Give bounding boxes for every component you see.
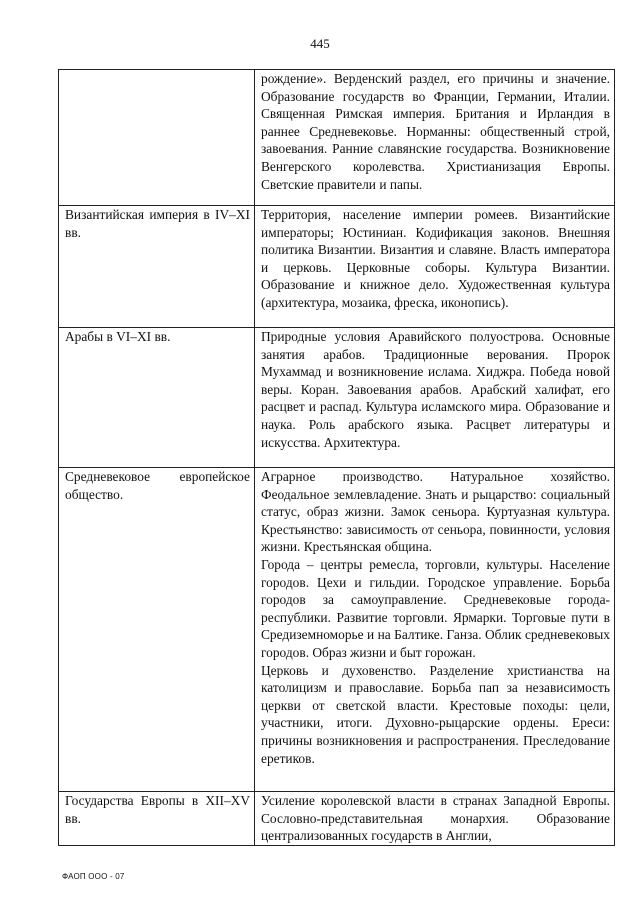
description-cell — [255, 468, 615, 792]
description-paragraph: Города – центры ремесла, торговли, культуры. Население городов. Цехи и гильдии. Городское управление. Борьба городов за самоуправление. Средневековые города-республики. Развитие торговли. Ярмарки. Торговые пути в Средиземноморье и на Балтике. Ганза. Облик средневековых городов. Образ жизни и быт горожан. — [261, 556, 610, 660]
footer-code: ФАОП ООО - 07 — [62, 872, 125, 881]
page-number: 445 — [310, 36, 330, 51]
topic-cell: Арабы в VI–XI вв. — [59, 328, 255, 468]
table-row — [59, 468, 615, 792]
description-paragraph: Природные условия Аравийского полуострова. Основные занятия арабов. Традиционные верования. Пророк Мухаммад и возникновение ислама. Хиджра. Победа новой веры. Коран. Завоевания арабов. Арабский халифат, его расцвет и распад. Культура исламского мира. Образование и наука. Роль арабского языка. Расцвет литературы и искусства. Архитектура. — [261, 329, 610, 450]
description-cell — [255, 328, 615, 468]
description-paragraph: рождение». Верденский раздел, его причины и значение. Образование государств во Франции, Германии, Италии. Священная Римская империя. Британия и Ирландия в раннее Средневековье. Норманны: общественный строй, завоевания. Ранние славянские государства. Возникновение Венгерского королевства. Христианизация Европы. Светские правители и папы. — [261, 71, 610, 192]
table-row — [59, 206, 615, 328]
topic-cell: Византийская империя в IV–XI вв. — [59, 206, 255, 328]
description-cell — [255, 206, 615, 328]
table-row — [59, 328, 615, 468]
table-row — [59, 70, 615, 206]
description-paragraph: Территория, население империи ромеев. Византийские императоры; Юстиниан. Кодификация законов. Внешняя политика Византии. Византия и славяне. Власть императора и церковь. Церковные соборы. Культура Византии. Образование и книжное дело. Художественная культура (архитектура, мозаика, фреска, иконопись). — [261, 207, 610, 310]
curriculum-table — [58, 69, 615, 846]
description-paragraph: Аграрное производство. Натуральное хозяйство. Феодальное землевладение. Знать и рыцарство: социальный статус, образ жизни. Замок сеньора. Куртуазная культура. Крестьянство: зависимость от сеньора, повинности, условия жизни. Крестьянская община. — [261, 469, 610, 555]
description-cell — [255, 70, 615, 206]
description-paragraph: Усиление королевской власти в странах Западной Европы. Сословно-представительная монархия. Образование централизованных государств в Англии, — [261, 793, 610, 844]
topic-cell: Государства Европы в XII–XV вв. — [59, 792, 255, 846]
description-paragraph: Церковь и духовенство. Разделение христианства на католицизм и православие. Борьба пап за независимость церкви от светской власти. Крестовые походы: цели, участники, итоги. Духовно-рыцарские ордены. Ереси: причины возникновения и распространения. Преследование еретиков. — [261, 662, 610, 766]
table-row — [59, 792, 615, 846]
topic-cell: Средневековое европейское общество. — [59, 468, 255, 792]
topic-cell — [59, 70, 255, 206]
description-cell — [255, 792, 615, 846]
